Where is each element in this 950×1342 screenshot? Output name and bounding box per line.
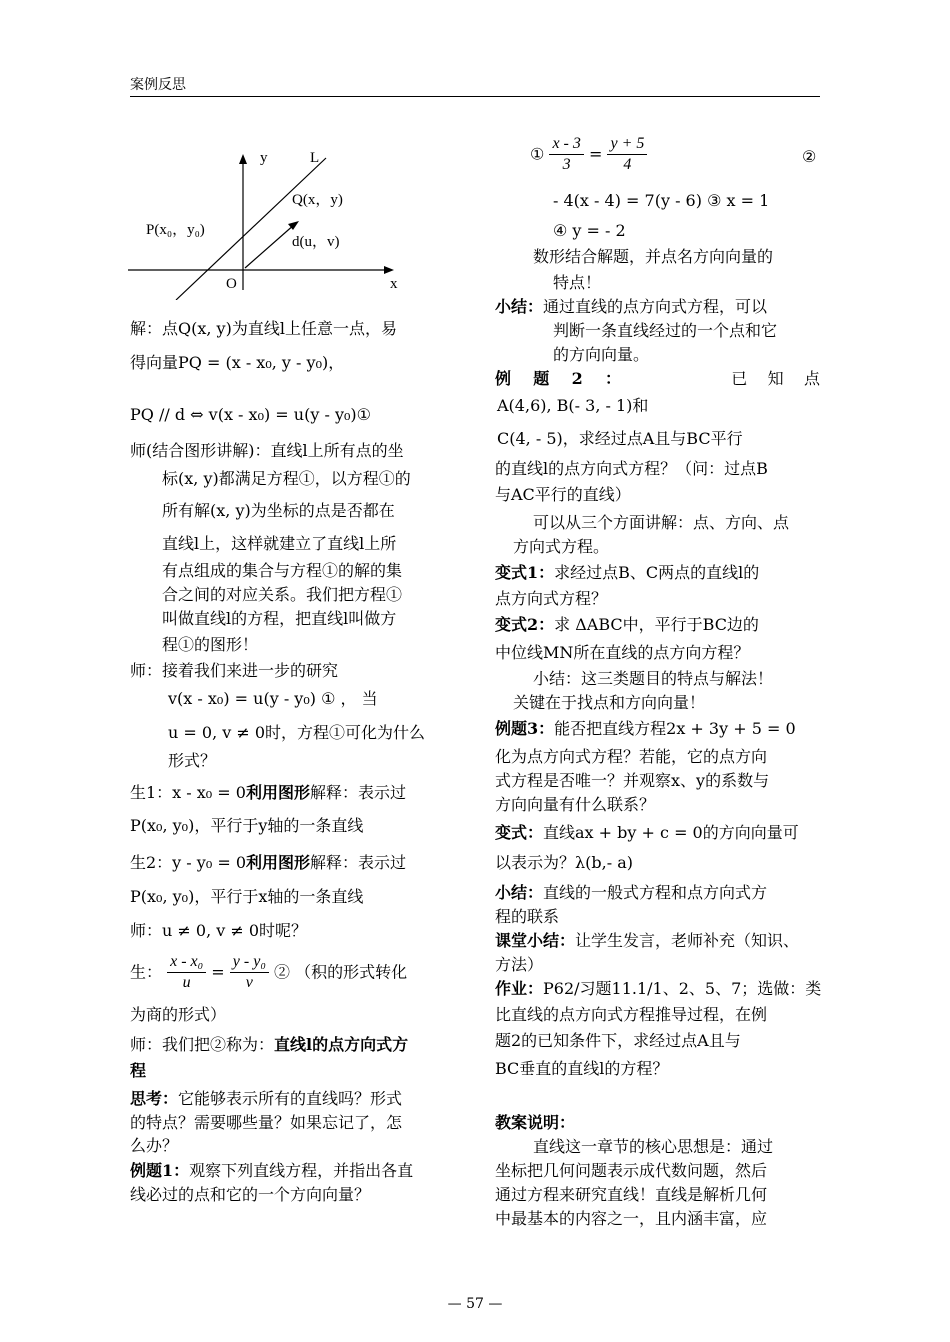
text-line: 师(结合图形讲解)：直线l上所有点的坐 [130,441,404,460]
origin-label: O [226,276,237,292]
text-line [495,296,767,318]
text-line [495,930,799,952]
text-line [495,614,759,636]
text-span-bold: 例题1： [130,1161,190,1180]
text-span-bold: 小结： [495,883,544,902]
text-line: 判断一条直线经过的一个点和它 [553,321,778,340]
text-span: 直线ax + by + c = 0的方向向量可 [543,823,799,842]
text-line: 与AC平行的直线） [495,485,631,504]
text-line: 师：接着我们来进一步的研究 [130,661,339,680]
text-line: ④ y = - 2 [553,221,626,240]
point-p-label: P(x₀，y₀) [146,222,205,238]
text-line: 坐标把几何问题表示成代数问题，然后 [495,1161,768,1180]
text-span: P62/习题11.1/1、2、5、7；选做：类 [543,979,822,998]
text-span-bold: 利用图形 [245,783,310,802]
denominator: v [245,974,253,991]
text-span: 生1：x - x₀ = 0 [130,783,246,802]
text-span: 求 ΔABC中，平行于BC边的 [554,615,759,634]
text-line: 小结：这三类题目的特点与解法！ [533,669,774,688]
fraction [549,134,583,175]
text-span: 生： [130,962,163,982]
text-span: 师：我们把②称为： [130,1035,275,1054]
text-line: 叫做直线l的方程，把直线l叫做方 [162,609,397,628]
text-line: 得向量PQ = (x - x₀, y - y₀)， [130,353,345,372]
page-header [130,74,820,97]
text-span-bold: 例 题 2 ： [495,369,621,388]
text-line: 程①的图形！ [162,635,259,654]
y-axis-arrow [239,154,247,164]
text-line: 师：u ≠ 0, v ≠ 0时呢？ [130,921,308,940]
text-line: 直线l上，这样就建立了直线l上所 [162,534,397,553]
text-line: ② [802,147,817,166]
point-q-label: Q(x，y) [292,192,343,208]
text-line: BC垂直的直线l的方程？ [495,1059,669,1078]
text-span: ② （积的形式转化 [273,962,408,982]
text-line: 方法） [495,955,544,974]
page-number: — 57 — [447,1296,503,1312]
text-span: 它能够表示所有的直线吗？形式 [178,1089,403,1108]
text-span: ① [530,144,545,164]
fraction [167,952,206,993]
axis-x-label: x [390,276,398,292]
text-line: 以表示为？λ(b,- a) [495,853,633,872]
text-span-bold: 思考： [130,1089,179,1108]
text-span: 能否把直线方程2x + 3y + 5 = 0 [554,719,796,738]
text-span: 让学生发言，老师补充（知识、 [575,931,800,950]
text-line: 特点！ [553,273,602,292]
text-line: 的直线l的点方向式方程？（问：过点B [495,459,768,478]
denominator: 4 [623,156,632,173]
fraction-line [530,134,647,175]
text-line: 的方向向量。 [553,345,650,364]
axis-y-label: y [260,150,268,166]
text-line: P(x₀, y₀)，平行于y轴的一条直线 [130,816,364,835]
text-line: 程的联系 [495,907,560,926]
line-l-label: L [310,150,320,166]
text-line [495,562,759,584]
text-line: 的特点？需要哪些量？如果忘记了，怎 [130,1113,403,1132]
text-line: 化为点方向式方程？若能，它的点方向 [495,747,768,766]
text-line: 方向式方程。 [513,537,610,556]
text-line: C(4, - 5)，求经过点A且与BC平行 [497,429,743,448]
text-line: 比直线的点方向式方程推导过程，在例 [495,1005,768,1024]
text-line: u = 0, v ≠ 0时，方程①可化为什么 [168,723,426,742]
text-line [130,852,406,874]
text-line: P(x₀, y₀)，平行于x轴的一条直线 [130,887,364,906]
text-line: 中位线MN所在直线的点方向方程？ [495,643,750,662]
text-line [495,822,799,844]
text-line: 线必过的点和它的一个方向向量？ [130,1185,371,1204]
text-span-bold: 作业： [495,979,544,998]
text-line: 可以从三个方面讲解：点、方向、点 [533,513,790,532]
text-span-bold: 直线l的点方向式方 [274,1035,409,1054]
text-line [495,368,820,390]
denominator: u [182,974,191,991]
fraction [230,952,269,993]
text-line: - 4(x - 4) = 7(y - 6) ③ x = 1 [553,191,770,210]
text-line: 标(x, y)都满足方程①，以方程①的 [162,469,411,488]
text-span: 解释：表示过 [310,783,407,802]
text-line [130,1034,408,1056]
vector-d-label: d(u，v) [292,234,340,250]
text-span: = [588,144,603,164]
text-span: 观察下列直线方程，并指出各直 [189,1161,414,1180]
x-axis-arrow [384,266,394,274]
text-span: 生2：y - y₀ = 0 [130,853,247,872]
denominator: 3 [562,156,571,173]
text-line: 通过方程来研究直线！直线是解析几何 [495,1185,768,1204]
text-span: 已 知 点 [731,369,820,388]
text-line: 点方向式方程？ [495,589,608,608]
section-heading: 教案说明： [495,1113,576,1132]
text-line: PQ // d ⇔ v(x - x₀) = u(y - y₀)① [130,405,371,424]
text-line: 程 [130,1061,147,1080]
text-line: 有点组成的集合与方程①的解的集 [162,561,403,580]
text-line: 题2的已知条件下，求经过点A且与 [495,1031,741,1050]
text-span: 直线的一般式方程和点方向式方 [543,883,768,902]
text-line [495,718,796,740]
text-span: 通过直线的点方向式方程，可以 [543,297,768,316]
text-span-bold: 利用图形 [246,853,311,872]
text-line: 么办？ [130,1136,179,1155]
text-span: = [211,962,225,982]
text-span-bold: 变式1： [495,563,555,582]
coordinate-figure [128,150,408,300]
numerator: y - y₀ [230,952,269,973]
text-line: 解：点Q(x, y)为直线l上任意一点，易 [130,319,397,338]
text-line: 所有解(x, y)为坐标的点是否都在 [162,501,395,520]
text-span-bold: 课堂小结： [495,931,576,950]
text-line: 为商的形式） [130,1005,227,1024]
text-line: 直线这一章节的核心思想是：通过 [533,1137,774,1156]
text-span-bold: 变式： [495,823,544,842]
numerator: y + 5 [607,134,647,155]
text-span: 解释：表示过 [310,853,407,872]
text-span-bold: 小结： [495,297,544,316]
text-line [130,782,406,804]
text-line: A(4,6), B(- 3, - 1)和 [497,396,649,415]
fraction-line [130,952,407,993]
text-line [130,1160,413,1182]
fraction [607,134,647,175]
text-line: 式方程是否唯一？并观察x、y的系数与 [495,771,770,790]
text-line [495,882,767,904]
text-span-bold: 变式2： [495,615,555,634]
text-line [130,1088,402,1110]
numerator: x - 3 [549,134,583,155]
text-span-bold: 例题3： [495,719,555,738]
text-line: v(x - x₀) = u(y - y₀) ① ， 当 [168,689,378,708]
numerator: x - x₀ [167,952,206,973]
direction-vector [245,224,295,268]
text-line: 数形结合解题，并点名方向向量的 [533,247,774,266]
text-line [495,978,821,1000]
text-line: 关键在于找点和方向向量！ [513,693,706,712]
text-line: 形式？ [168,751,217,770]
text-line: 中最基本的内容之一，且内涵丰富，应 [495,1209,768,1228]
text-line: 合之间的对应关系。我们把方程① [162,585,403,604]
text-span: 求经过点B、C两点的直线l的 [554,563,760,582]
text-line: 方向向量有什么联系？ [495,795,656,814]
header-title: 案例反思 [130,77,186,93]
